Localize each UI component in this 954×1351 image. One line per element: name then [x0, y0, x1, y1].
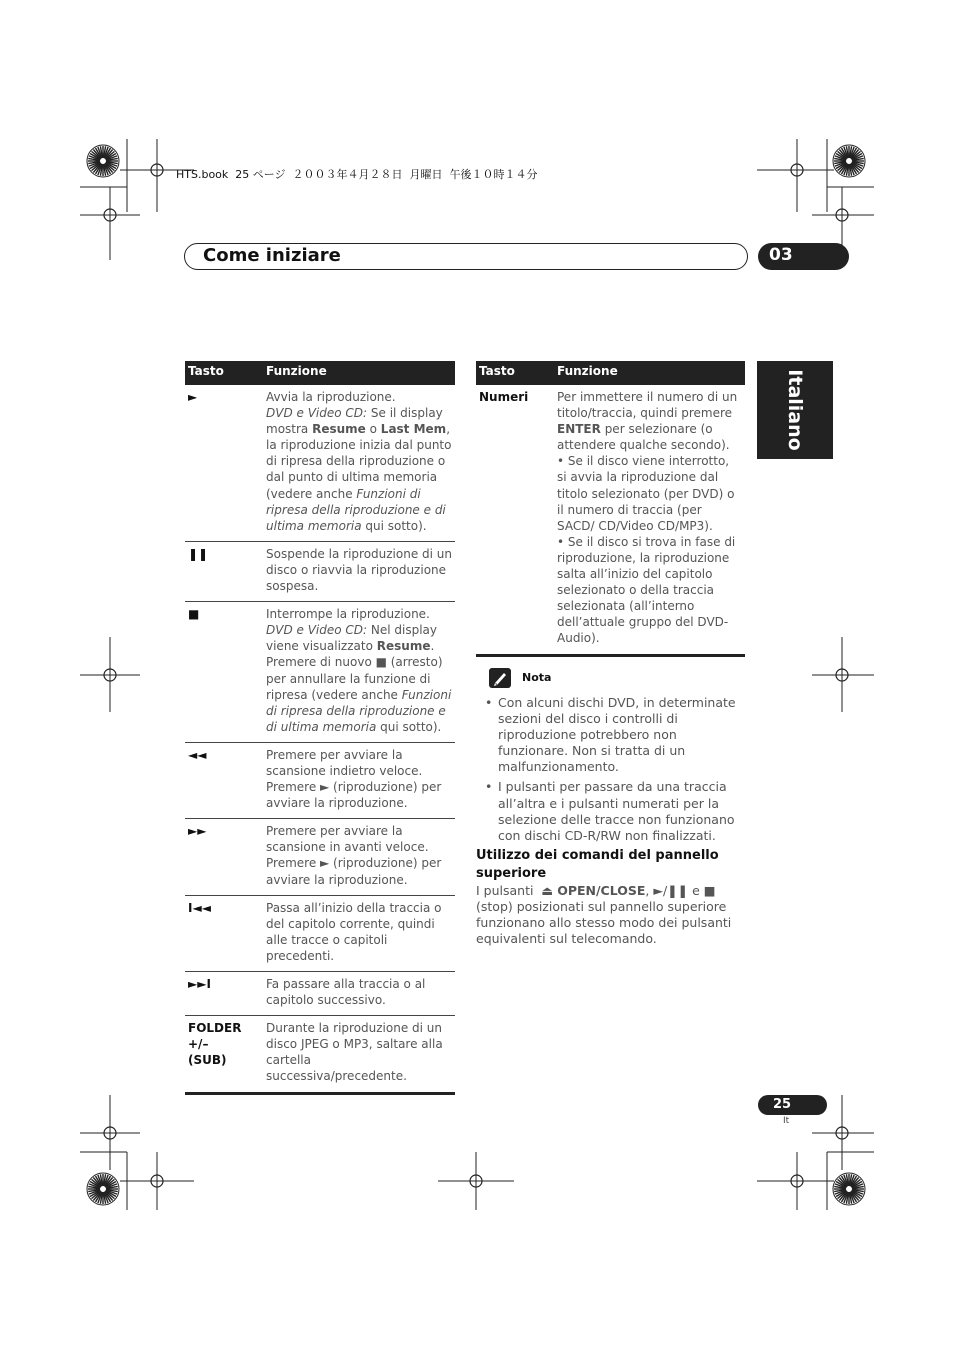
list-item: • Con alcuni dischi DVD, in determinate sezioni del disco i controlli di riproduzione potrebbero non funzionare. Non si tratta di un malfunzionamento.: [476, 695, 746, 775]
page-language: It: [783, 1116, 790, 1126]
table-row: [185, 385, 455, 541]
pencil-icon: [489, 668, 511, 688]
table-row: [185, 972, 455, 1016]
function-cell: Durante la riproduzione di un disco JPEG o MP3, saltare alla cartella successiva/precedente.: [263, 1016, 455, 1093]
chapter-badge: 03: [758, 243, 849, 270]
key-cell: ►►: [185, 819, 263, 895]
function-cell: Avvia la riproduzione. DVD e Video CD: Se il display mostra Resume o Last Mem, la riproduzione inizia dal punto di ripresa della riproduzione o dal punto di ultima memoria (vedere anche Funzioni di ripresa della riproduzione e di ultima memoria qui sotto).: [263, 385, 455, 541]
column-header-function: Funzione: [554, 361, 745, 385]
key-cell: I◄◄: [185, 895, 263, 971]
list-item: • I pulsanti per passare da una traccia all’altra e i pulsanti numerati per la selezione delle tracce non funzionano con dischi CD-R/RW non finalizzati.: [476, 779, 746, 843]
language-tab: [757, 361, 833, 459]
running-header: HTS.book 25 ページ ２００３年４月２８日 月曜日 午後１０時１４分: [176, 168, 538, 181]
table-row: [476, 385, 745, 655]
function-cell: Passa all’inizio della traccia o del capitolo corrente, quindi alle tracce o capitoli precedenti.: [263, 895, 455, 971]
table-row: [185, 1016, 455, 1093]
key-cell: FOLDER +/– (SUB): [185, 1016, 263, 1093]
section-title: Come iniziare: [203, 245, 341, 266]
key-cell: ►►I: [185, 972, 263, 1016]
section-body: I pulsanti ⏏ OPEN/CLOSE, ►/❚❚ e ■ (stop) posizionati sul pannello superiore funzionano allo stesso modo dei pulsanti equivalenti sul telecomando.: [476, 883, 732, 947]
note-list: [476, 695, 746, 848]
table-row: [185, 819, 455, 895]
key-cell: ►: [185, 385, 263, 541]
function-cell: Per immettere il numero di un titolo/traccia, quindi premere ENTER per selezionare (o attendere qualche secondo). • Se il disco viene interrotto, si avvia la riproduzione dal titolo selezionato (per DVD) o il numero di traccia (per SACD/ CD/Video CD/MP3). • Se il disco si trova in fase di riproduzione, la riproduzione salta all’inizio del capitolo selezionato o della traccia selezionata (all’interno dell’attuale gruppo del DVD-Audio).: [554, 385, 745, 655]
table-row: [185, 742, 455, 818]
column-header-key: Tasto: [185, 361, 263, 385]
function-cell: Sospende la riproduzione di un disco o riavvia la riproduzione sospesa.: [263, 541, 455, 601]
section-heading: Utilizzo dei comandi del pannello superiore: [476, 848, 719, 881]
key-cell: ◄◄: [185, 742, 263, 818]
table-row: [185, 541, 455, 601]
function-cell: Premere per avviare la scansione in avanti veloce. Premere ► (riproduzione) per avviare la riproduzione.: [263, 819, 455, 895]
key-cell: ❚❚: [185, 541, 263, 601]
note-label: Nota: [522, 671, 552, 684]
key-cell: ■: [185, 602, 263, 743]
table-row: [185, 895, 455, 971]
table-row: [185, 602, 455, 743]
column-header-key: Tasto: [476, 361, 554, 385]
language-tab-label: Italiano: [784, 369, 806, 451]
function-cell: Fa passare alla traccia o al capitolo successivo.: [263, 972, 455, 1016]
key-cell: Numeri: [476, 385, 554, 655]
function-cell: Premere per avviare la scansione indietro veloce. Premere ► (riproduzione) per avviare la riproduzione.: [263, 742, 455, 818]
left-key-table: [185, 361, 455, 1095]
right-key-table: [476, 361, 745, 657]
function-cell: Interrompe la riproduzione. DVD e Video CD: Nel display viene visualizzato Resume. Premere di nuovo ■ (arresto) per annullare la funzione di ripresa (vedere anche Funzioni di ripresa della riproduzione e di ultima memoria qui sotto).: [263, 602, 455, 743]
page-number: 25: [758, 1095, 827, 1115]
column-header-function: Funzione: [263, 361, 455, 385]
